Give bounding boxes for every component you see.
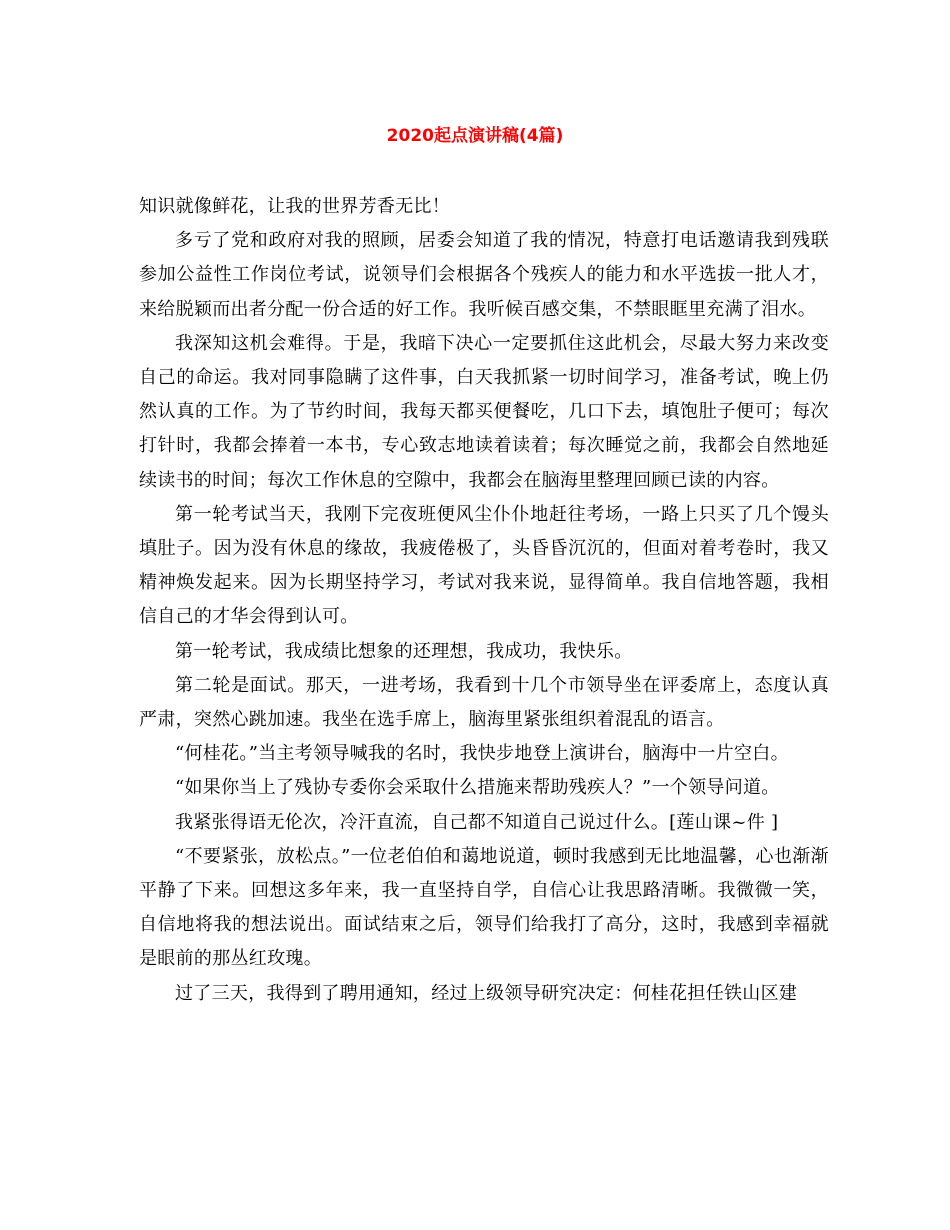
paragraph: 多亏了党和政府对我的照顾，居委会知道了我的情况，特意打电话邀请我到残联参加公益性工作岗位考试，说领导们会根据各个残疾人的能力和水平选拔一批人才，来给脱颖而出者分配一份合适的好工作。我听候百感交集，不禁眼眶里充满了泪水。 <box>139 230 829 320</box>
paragraph: 第一轮考试，我成绩比想象的还理想，我成功，我快乐。 <box>175 640 633 662</box>
paragraph: “如果你当上了残协专委你会采取什么措施来帮助残疾人？”一个领导问道。 <box>175 777 780 799</box>
paragraph: 第二轮是面试。那天，一进考场，我看到十几个市领导坐在评委席上，态度认真严肃，突然心跳加速。我坐在选手席上，脑海里紧张组织着混乱的语言。 <box>139 674 829 731</box>
document-title: 2020起点演讲稿(4篇) <box>386 126 564 146</box>
paragraph: 过了三天，我得到了聘用通知，经过上级领导研究决定：何桂花担任铁山区建 <box>175 982 798 1004</box>
paragraph: “不要紧张，放松点。”一位老伯伯和蔼地说道，顿时我感到无比地温馨，心也渐渐平静了下来。回想这多年来，我一直坚持自学，自信心让我思路清晰。我微微一笑，自信地将我的想法说出。面试结束之后，领导们给我打了高分，这时，我感到幸福就是眼前的那丛红玫瑰。 <box>139 845 829 970</box>
paragraph: 我紧张得语无伦次，冷汗直流，自己都不知道自己说过什么。[莲山课~件 ] <box>175 811 779 833</box>
paragraph: “何桂花。”当主考领导喊我的名时，我快步地登上演讲台，脑海中一片空白。 <box>175 743 789 765</box>
paragraph: 我深知这机会难得。于是，我暗下决心一定要抓住这此机会，尽最大努力来改变自己的命运。我对同事隐瞒了这件事，白天我抓紧一切时间学习，准备考试，晚上仍然认真的工作。为了节约时间，我每天都买便餐吃，几口下去，填饱肚子便可；每次打针时，我都会捧着一本书，专心致志地读着读着；每次睡觉之前，我都会自然地延续读书的时间；每次工作休息的空隙中，我都会在脑海里整理回顾已读的内容。 <box>139 332 829 491</box>
paragraph: 第一轮考试当天，我刚下完夜班便风尘仆仆地赶往考场，一路上只买了几个馒头填肚子。因为没有休息的缘故，我疲倦极了，头昏昏沉沉的，但面对着考卷时，我又精神焕发起来。因为长期坚持学习，考试对我来说，显得简单。我自信地答题，我相信自己的才华会得到认可。 <box>139 503 829 628</box>
paragraph: 知识就像鲜花，让我的世界芳香无比！ <box>139 196 451 217</box>
document-body <box>139 190 829 1011</box>
